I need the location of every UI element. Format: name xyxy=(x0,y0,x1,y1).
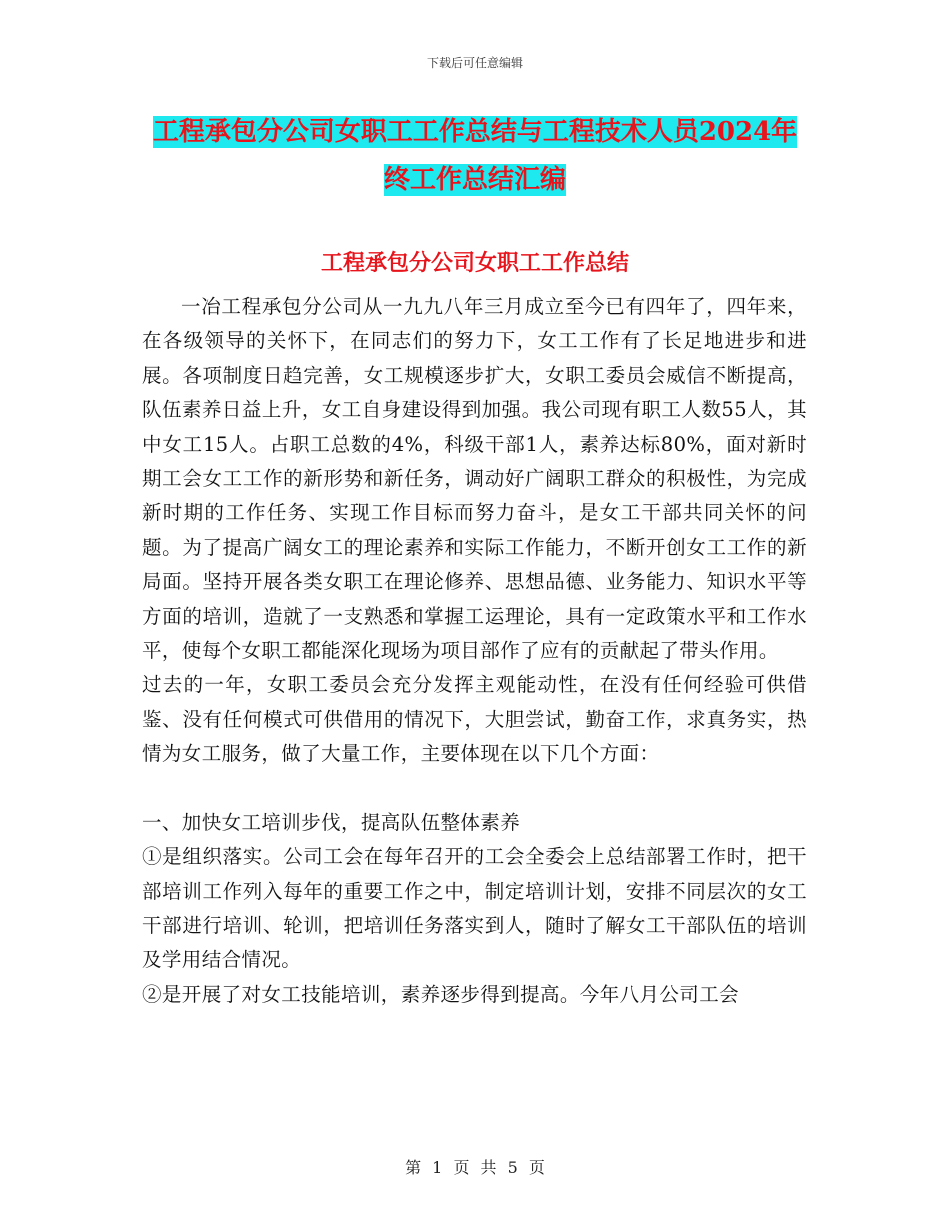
section-title: 工程承包分公司女职工工作总结 xyxy=(320,250,629,276)
paragraph-intro: 一冶工程承包分公司从一九九八年三月成立至今已有四年了，四年来，在各级领导的关怀下，在同志们的努力下，女工工作有了长足地进步和进展。各项制度日趋完善，女工规模逐步扩大，女职工委员会威信不断提高，队伍素养日益上升，女工自身建设得到加强。我公司现有职工人数55人，其中女工15人。占职工总数的4%，科级干部1人，素养达标80%，面对新时期工会女工工作的新形势和新任务，调动好广阔职工群众的积极性，为完成新时期的工作任务、实现工作目标而努力奋斗，是女工干部共同关怀的问题。为了提高广阔女工的理论素养和实际工作能力，不断开创女工工作的新局面。坚持开展各类女职工在理论修养、思想品德、业务能力、知识水平等方面的培训，造就了一支熟悉和掌握工运理论，具有一定政策水平和工作水平，使每个女职工都能深化现场为项目部作了应有的贡献起了带头作用。 xyxy=(142,295,807,663)
paragraph-gap xyxy=(142,772,807,806)
section-heading-training: 一、加快女工培训步伐，提高队伍整体素养 xyxy=(142,810,521,834)
document-title-text: 工程承包分公司女职工工作总结与工程技术人员2024年终工作总结汇编 xyxy=(152,117,798,195)
page-footer: 第 1 页 共 5 页 xyxy=(405,1158,545,1177)
document-body xyxy=(142,290,807,1012)
paragraph-past-year: 过去的一年，女职工委员会充分发挥主观能动性，在没有任何经验可供借鉴、没有任何模式可供借用的情况下，大胆尝试，勤奋工作，求真务实，热情为女工服务，做了大量工作，主要体现在以下几个方面： xyxy=(142,673,807,766)
header-note: 下载后可任意编辑 xyxy=(426,56,523,70)
list-item-organization: ①是组织落实。公司工会在每年召开的工会全委会上总结部署工作时，把干部培训工作列入每年的重要工作之中，制定培训计划，安排不同层次的女工干部进行培训、轮训，把培训任务落实到人，随时了解女工干部队伍的培训及学用结合情况。 xyxy=(142,845,807,972)
document-title xyxy=(140,108,810,204)
list-item-skills-training: ②是开展了对女工技能培训，素养逐步得到提高。今年八月公司工会 xyxy=(142,982,740,1006)
